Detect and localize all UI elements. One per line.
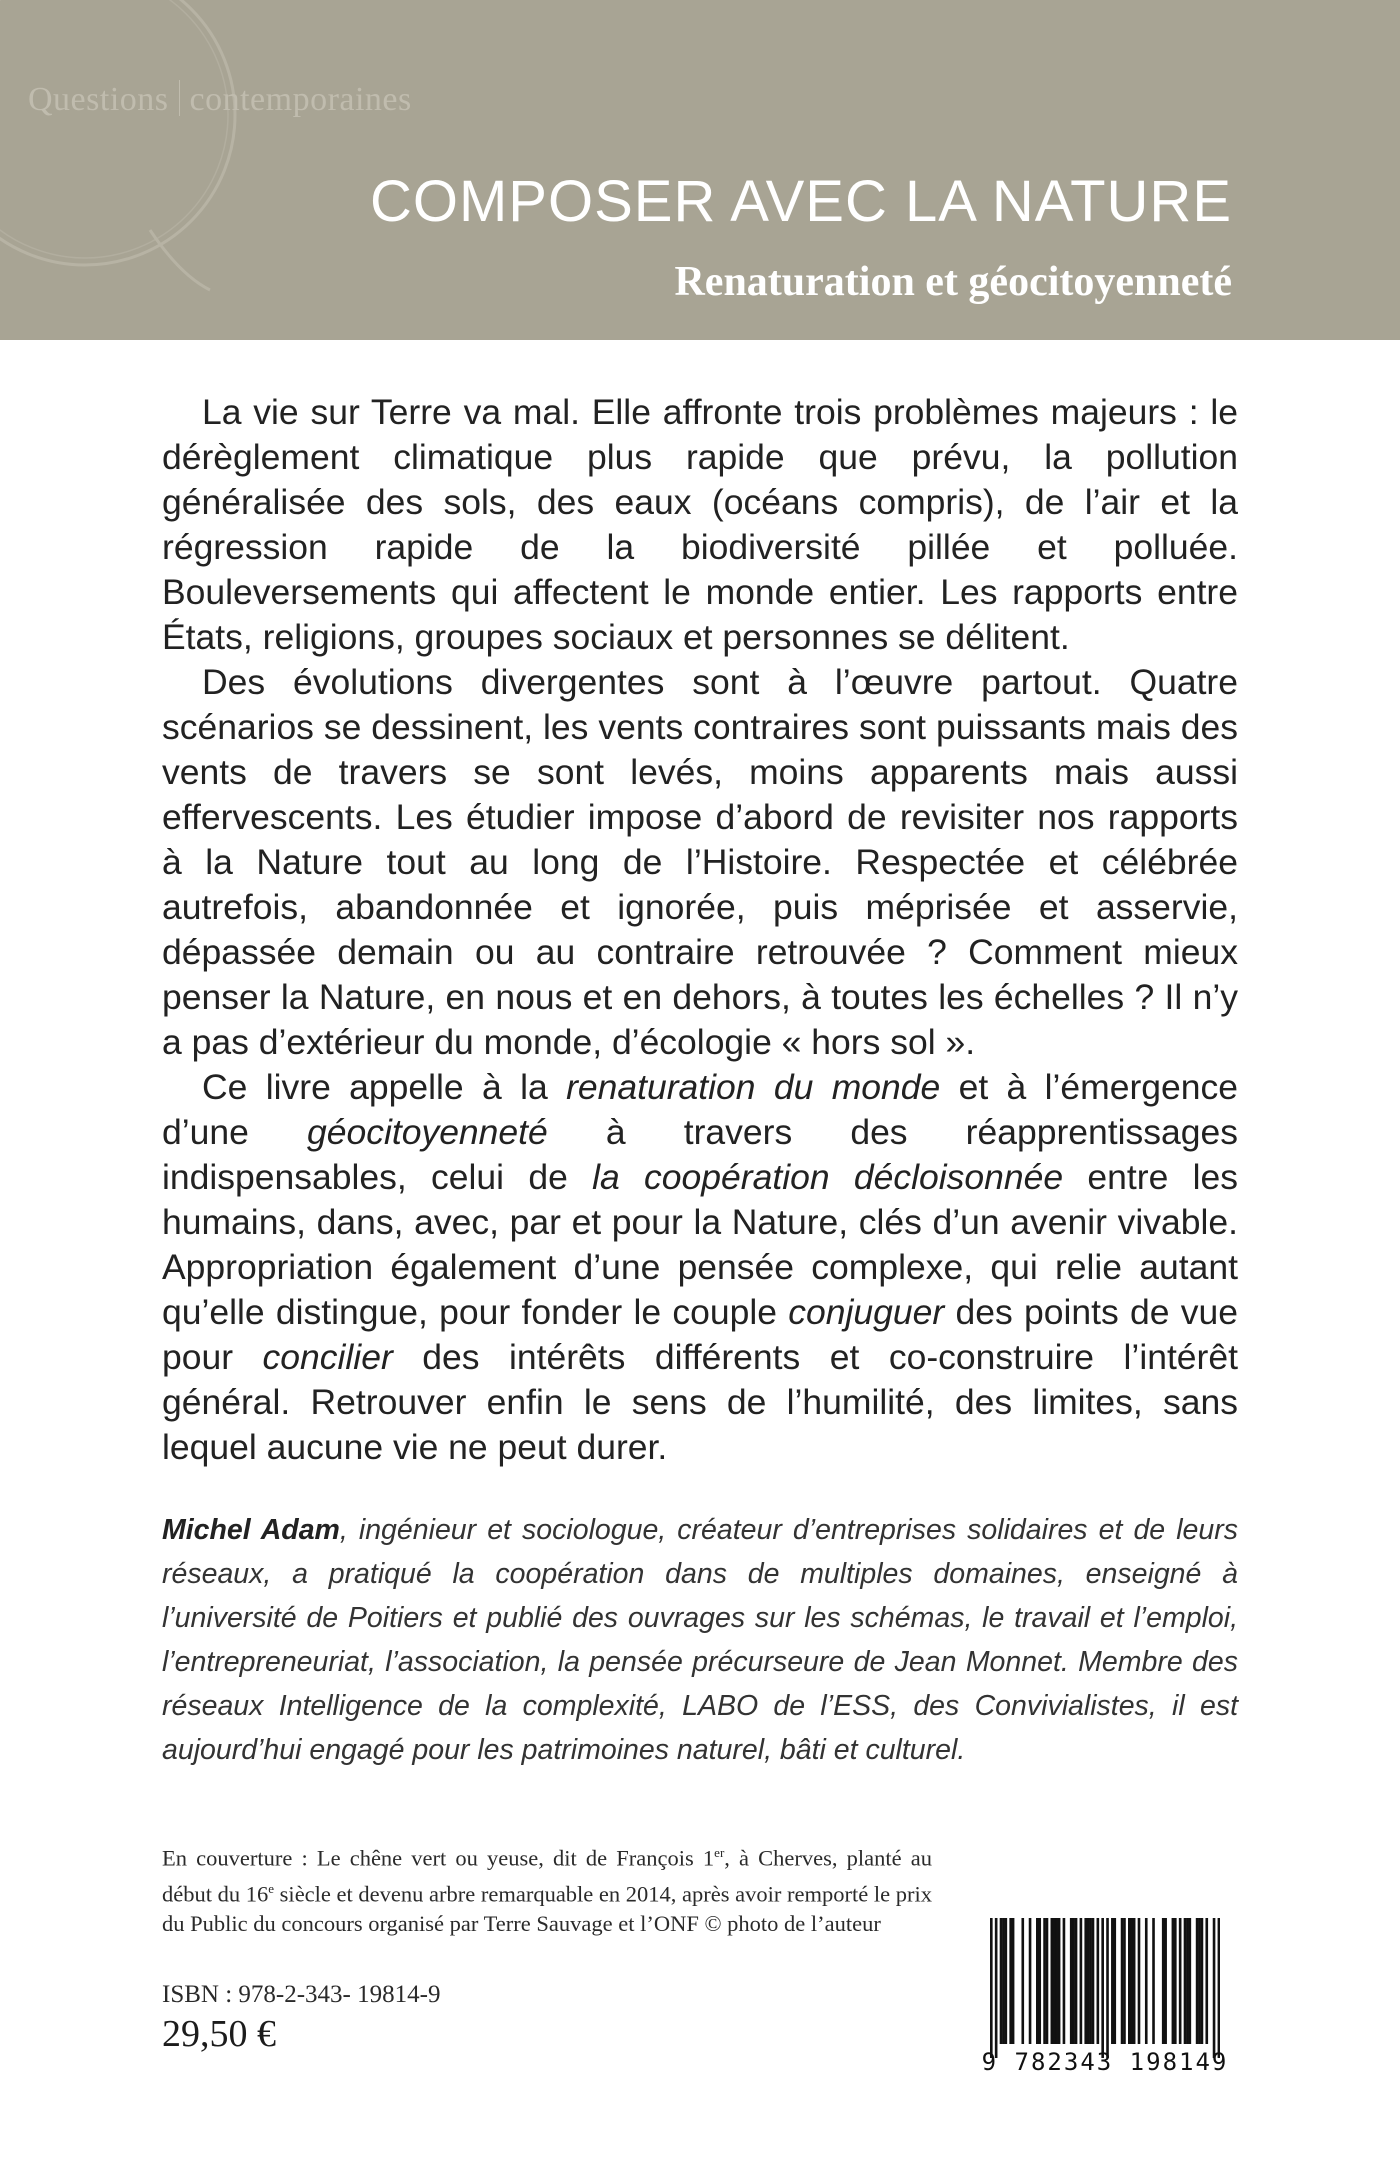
p3-emph-renaturation: renaturation du monde — [566, 1067, 941, 1107]
barcode-bar — [1092, 1918, 1095, 2044]
barcode-bar — [1055, 1918, 1058, 2044]
barcode-bar — [1138, 1918, 1141, 2044]
barcode-bar — [1005, 1918, 1008, 2044]
barcode — [980, 1912, 1230, 2100]
barcode-bar — [1111, 1918, 1114, 2044]
barcode-bar — [1080, 1918, 1083, 2044]
barcode-bar — [1152, 1918, 1155, 2044]
barcode-bar — [1201, 1918, 1204, 2044]
barcode-bar — [1101, 1918, 1104, 2058]
barcode-bar — [1029, 1918, 1032, 2044]
p3-text-g: entre les humains, dans, avec, par et pour la Nature, clés d’un avenir vivable. Appropriation également d’une pensée complexe, qui relie autant qu’elle distingue, pour fonder le couple — [162, 1157, 1239, 1332]
series-word-1: Questions — [28, 81, 169, 118]
barcode-bar — [1087, 1918, 1090, 2044]
barcode-bar — [1196, 1918, 1199, 2044]
series-word-2: contemporaines — [189, 81, 412, 118]
barcode-bar — [990, 1918, 993, 2058]
barcode-bar — [1043, 1918, 1046, 2044]
barcode-bar — [1198, 1918, 1201, 2044]
barcode-bar — [1184, 1918, 1187, 2044]
isbn-number: ISBN : 978-2-343- 19814-9 — [162, 1981, 441, 2008]
barcode-bar — [1089, 1918, 1092, 2044]
p3-emph-geocitoyennete: géocitoyenneté — [306, 1112, 548, 1152]
series-q-logo-icon — [0, 0, 260, 330]
barcode-bar — [1038, 1918, 1041, 2044]
barcode-bar — [1036, 1918, 1039, 2044]
credit-text-a: En couverture : Le chêne vert ou yeuse, dit de François 1 — [162, 1845, 715, 1871]
barcode-bar — [1046, 1918, 1049, 2044]
blurb-paragraph-2: Des évolutions divergentes sont à l’œuvre partout. Quatre scénarios se dessinent, les vents contraires sont puissants mais des vents de travers se sont levés, moins apparents mais aussi effervescents. Les étudier impose d’abord de revisiter nos rapports à la Nature tout au long de l’Histoire. Respectée et célébrée autrefois, abandonnée et ignorée, puis méprisée et asservie, dépassée demain ou au contraire retrouvée ? Comment mieux penser la Nature, en nous et en dehors, à toutes les échelles ? Il n’y a pas d’extérieur du monde, d’écologie « hors sol ». — [162, 662, 1238, 1062]
barcode-bar — [1179, 1918, 1182, 2044]
barcode-bar — [1162, 1918, 1165, 2044]
barcode-bar — [995, 1918, 998, 2058]
barcode-bars-icon — [990, 1918, 1220, 2058]
book-subtitle: Renaturation et géocitoyenneté — [674, 259, 1232, 305]
barcode-bar — [1000, 1918, 1003, 2044]
barcode-bar — [1097, 1918, 1100, 2044]
cover-header-band — [0, 0, 1400, 340]
barcode-bar — [1084, 1918, 1087, 2044]
barcode-bar — [1113, 1918, 1116, 2044]
barcode-bar — [1145, 1918, 1148, 2044]
p3-emph-conjuguer: conjuguer — [788, 1292, 945, 1332]
blurb-paragraph-1: La vie sur Terre va mal. Elle affronte trois problèmes majeurs : le dérèglement climatique plus rapide que prévu, la pollution généralisée des sols, des eaux (océans compris), de l’air et la régression rapide de la biodiversité pillée et polluée. Bouleversements qui affectent le monde entier. Les rapports entre États, religions, groupes sociaux et personnes se délitent. — [162, 392, 1238, 657]
barcode-bar — [1009, 1918, 1012, 2044]
barcode-digits: 9 782343 198149 — [981, 2048, 1229, 2076]
barcode-bar — [1164, 1918, 1167, 2044]
series-separator — [179, 80, 180, 116]
barcode-bar — [1213, 1918, 1216, 2058]
credit-sup-e: e — [268, 1880, 275, 1896]
p3-emph-concilier: concilier — [262, 1337, 393, 1377]
barcode-bar — [1072, 1918, 1075, 2044]
barcode-bar — [1106, 1918, 1109, 2058]
barcode-bar — [1189, 1918, 1192, 2044]
blurb-paragraph-3 — [162, 1065, 1238, 1470]
barcode-bar — [1063, 1918, 1066, 2044]
barcode-bar — [1186, 1918, 1189, 2044]
barcode-bar — [1002, 1918, 1005, 2044]
barcode-bar — [1058, 1918, 1061, 2044]
barcode-bar — [1133, 1918, 1136, 2044]
credit-text-c: siècle et devenu arbre remarquable en 2014, après avoir remporté le prix du Public du concours organisé par Terre Sauvage et l’ONF © photo de l’auteur — [162, 1881, 932, 1936]
barcode-bar — [1075, 1918, 1078, 2044]
barcode-bar — [1053, 1918, 1056, 2044]
author-bio-text: , ingénieur et sociologue, créateur d’entreprises solidaires et de leurs réseaux, a pratiqué la coopération dans de multiples domaines, enseigné à l’université de Poitiers et publié des ouvrages sur les schémas, le travail et l’emploi, l’entrepreneuriat, l’association, la pensée précurseure de Jean Monnet. Membre des réseaux Intelligence de la complexité, LABO de l’ESS, des Convivialistes, il est aujourd’hui engagé pour les patrimoines naturel, bâti et culturel. — [162, 1514, 1238, 1766]
barcode-bar — [1128, 1918, 1131, 2044]
barcode-bar — [1205, 1918, 1208, 2044]
barcode-bar — [1174, 1918, 1177, 2044]
p3-text-i: des points de vue pour — [162, 1292, 1238, 1377]
p3-text-k: des intérêts différents et co-construire l’intérêt général. Retrouver enfin le sens de l’humilité, des limites, sans lequel aucune vie ne peut durer. — [162, 1337, 1238, 1467]
barcode-bar — [1021, 1918, 1024, 2044]
credit-text-b: , à Cherves, planté au début du 16 — [162, 1845, 932, 1906]
book-title: COMPOSER AVEC LA NATURE — [369, 169, 1232, 234]
series-name — [28, 80, 412, 119]
barcode-bar — [1218, 1918, 1220, 2058]
credit-sup-er: er — [714, 1845, 725, 1860]
book-price: 29,50 € — [162, 2013, 276, 2055]
back-cover-blurb — [162, 390, 1238, 1470]
p3-text-c: et à l’émergence d’une — [162, 1067, 1239, 1152]
barcode-bar — [1121, 1918, 1124, 2044]
author-name: Michel Adam — [162, 1514, 340, 1546]
barcode-bar — [1172, 1918, 1175, 2044]
p3-text-e: à travers des réapprentissages indispensables, celui de — [162, 1112, 1238, 1197]
barcode-bar — [1123, 1918, 1126, 2044]
p3-emph-cooperation: la coopération décloisonnée — [592, 1157, 1064, 1197]
p3-text-a: Ce livre appelle à la — [202, 1067, 567, 1107]
barcode-bar — [1051, 1918, 1054, 2044]
barcode-bar — [1012, 1918, 1015, 2044]
barcode-bar — [1130, 1918, 1133, 2044]
cover-photo-credit — [162, 1838, 932, 1939]
barcode-bar — [1070, 1918, 1073, 2044]
author-bio — [162, 1508, 1238, 1772]
